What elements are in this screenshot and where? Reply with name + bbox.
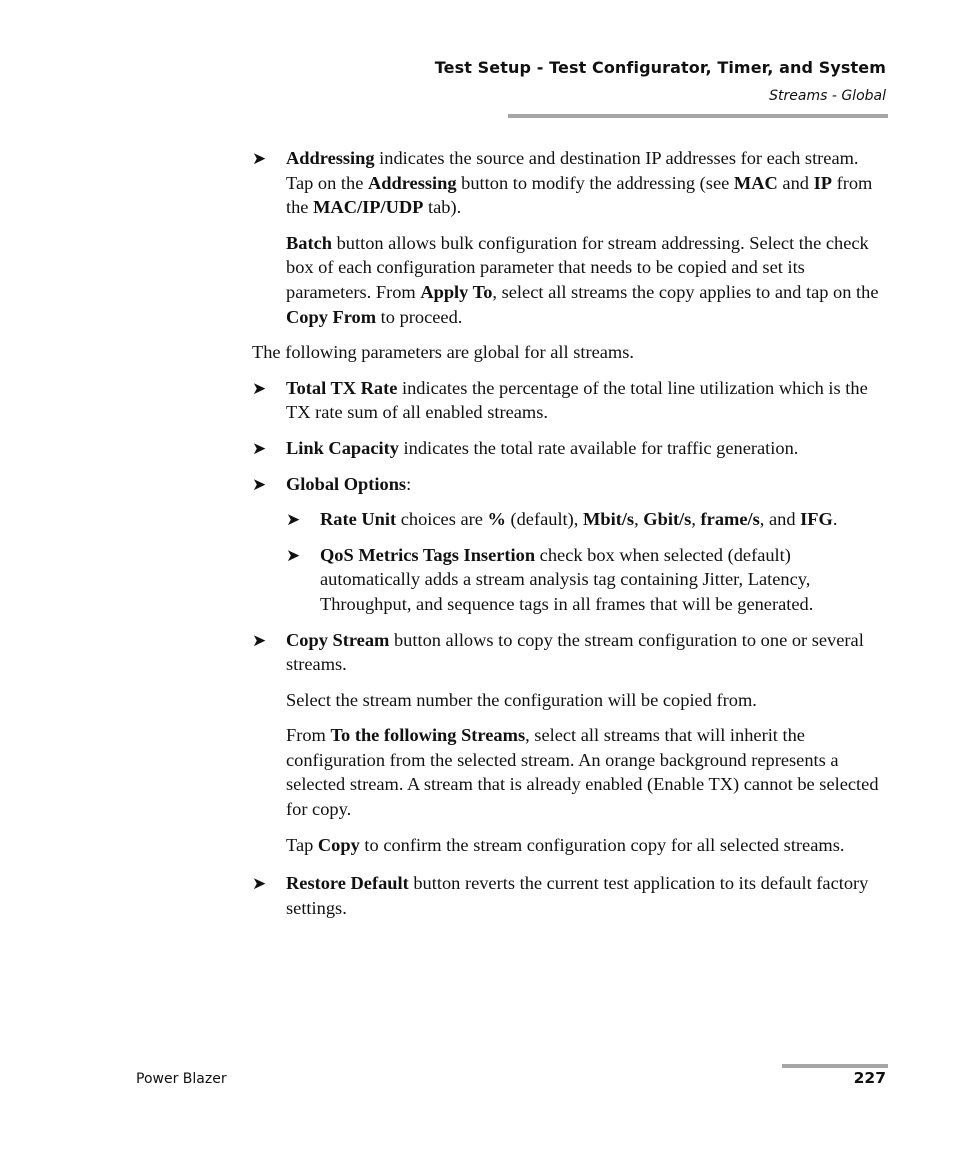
term-addressing: Addressing: [286, 148, 375, 168]
body-content: [252, 146, 888, 931]
term-total-tx-rate: Total TX Rate: [286, 377, 398, 398]
bullet-arrow-icon: ➤: [252, 630, 267, 651]
bullet-arrow-icon: ➤: [252, 474, 267, 495]
paragraph-tap-copy: Tap Copy to confirm the stream configuration copy for all selected streams.: [286, 834, 845, 855]
paragraph-batch: Batch button allows bulk configuration for stream addressing. Select the check box of each configuration parameter that needs to be copied and set its parameters. From Apply To, select all streams the copy applies to and tap on the Copy From to proceed.: [286, 232, 879, 327]
running-header-title: Test Setup - Test Configurator, Timer, and System: [434, 58, 886, 77]
sub-bullet-rate-unit: ➤ Rate Unit choices are % (default), Mbit/s, Gbit/s, frame/s, and IFG.: [286, 509, 838, 531]
term-following-streams: To the following Streams: [330, 725, 526, 746]
term-link-capacity: Link Capacity: [286, 437, 399, 458]
bullet-arrow-icon: ➤: [286, 545, 301, 566]
term-copy: Copy: [317, 834, 360, 855]
term-qos-metrics: QoS Metrics Tags Insertion: [320, 544, 536, 565]
bullet-addressing: ➤ Addressing indicates the source and destination IP addresses for each stream. Tap on the Addressing button to modify the addressing (see MAC and IP from the MAC/IP/UDP tab).: [252, 148, 873, 218]
bullet-arrow-icon: ➤: [252, 438, 267, 459]
paragraph-select-stream: Select the stream number the configuration will be copied from.: [286, 689, 757, 710]
bullet-arrow-icon: ➤: [286, 510, 301, 531]
sub-bullet-qos-metrics: ➤ QoS Metrics Tags Insertion check box when selected (default) automatically adds a stream analysis tag containing Jitter, Latency, Throughput, and sequence tags in all frames that will be generated.: [286, 544, 814, 614]
running-header-subtitle: Streams - Global: [769, 88, 886, 104]
footer-product-name: Power Blazer: [136, 1071, 227, 1087]
bullet-restore-default: ➤ Restore Default button reverts the current test application to its default factory settings.: [252, 873, 869, 918]
term-rate-unit: Rate Unit: [320, 509, 397, 530]
term-copy-stream: Copy Stream: [286, 629, 390, 650]
header-rule: [508, 114, 888, 118]
term-restore-default: Restore Default: [286, 873, 409, 894]
bullet-arrow-icon: ➤: [252, 149, 267, 169]
paragraph-global-intro: The following parameters are global for all streams.: [252, 342, 634, 363]
bullet-link-capacity: ➤ Link Capacity indicates the total rate available for traffic generation.: [252, 437, 799, 459]
term-global-options: Global Options: [286, 473, 407, 494]
bullet-copy-stream: ➤ Copy Stream button allows to copy the stream configuration to one or several streams.: [252, 629, 864, 675]
term-batch: Batch: [286, 232, 332, 253]
paragraph-following-streams: From To the following Streams, select all streams that will inherit the configuration from the selected stream. An orange background represents a selected stream. A stream that is already enabled (Enable TX) cannot be selected for copy.: [286, 725, 879, 820]
page-number: 227: [853, 1069, 886, 1087]
footer-rule: [782, 1064, 888, 1068]
bullet-total-tx-rate: ➤ Total TX Rate indicates the percentage of the total line utilization which is the TX rate sum of all enabled streams.: [252, 377, 868, 423]
bullet-global-options: ➤ Global Options:: [252, 473, 412, 495]
bullet-arrow-icon: ➤: [252, 874, 267, 895]
bullet-arrow-icon: ➤: [252, 378, 267, 399]
